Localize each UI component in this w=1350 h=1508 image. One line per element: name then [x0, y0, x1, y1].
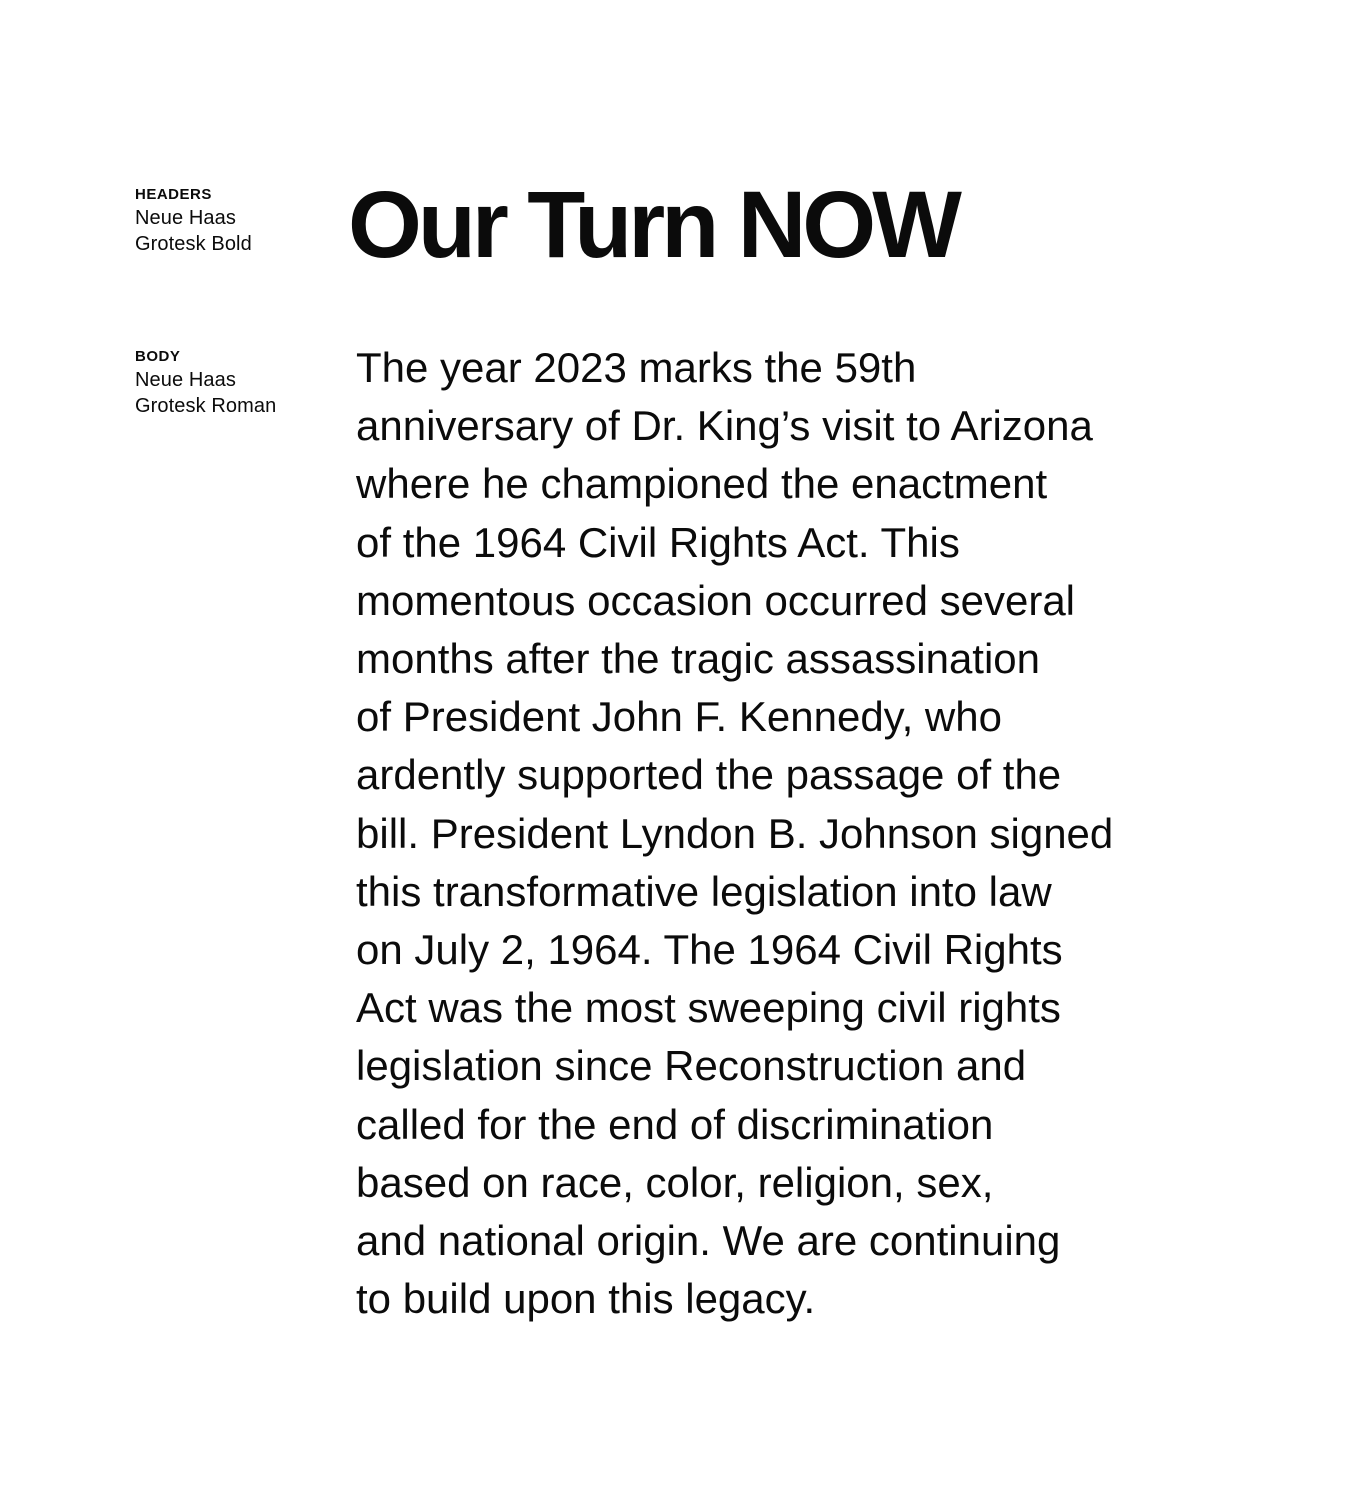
body-line: months after the tragic assassination	[356, 635, 1041, 683]
body-line: this transformative legislation into law	[356, 867, 1052, 915]
body-line: Act was the most sweeping civil rights	[356, 984, 1061, 1032]
body-paragraph	[356, 339, 1236, 1328]
body-line: bill. President Lyndon B. Johnson signed	[356, 809, 1114, 857]
body-line: momentous occasion occurred several	[356, 576, 1076, 624]
body-line: of the 1964 Civil Rights Act. This	[356, 518, 960, 566]
body-label: BODY	[135, 348, 181, 365]
body-font-name-line-2: Grotesk Roman	[135, 395, 277, 417]
body-line: called for the end of discrimination	[356, 1100, 994, 1148]
body-line: ardently supported the passage of the	[356, 751, 1062, 799]
body-font-spec	[135, 347, 335, 419]
body-line: to build upon this legacy.	[356, 1275, 816, 1323]
body-line: anniversary of Dr. King’s visit to Arizona	[356, 402, 1093, 450]
body-line: of President John F. Kennedy, who	[356, 693, 1002, 741]
body-line: where he championed the enactment	[356, 460, 1048, 508]
body-font-name-line-1: Neue Haas	[135, 369, 236, 391]
body-line: on July 2, 1964. The 1964 Civil Rights	[356, 926, 1063, 974]
headers-font-spec	[135, 185, 335, 257]
body-line: and national origin. We are continuing	[356, 1217, 1061, 1265]
body-line: legislation since Reconstruction and	[356, 1042, 1027, 1090]
headers-label: HEADERS	[135, 186, 212, 203]
body-line: based on race, color, religion, sex,	[356, 1158, 994, 1206]
body-line: The year 2023 marks the 59th	[356, 344, 917, 391]
headers-font-name-line-2: Grotesk Bold	[135, 233, 252, 255]
headline: Our Turn NOW	[348, 172, 958, 278]
headers-font-name-line-1: Neue Haas	[135, 207, 236, 229]
